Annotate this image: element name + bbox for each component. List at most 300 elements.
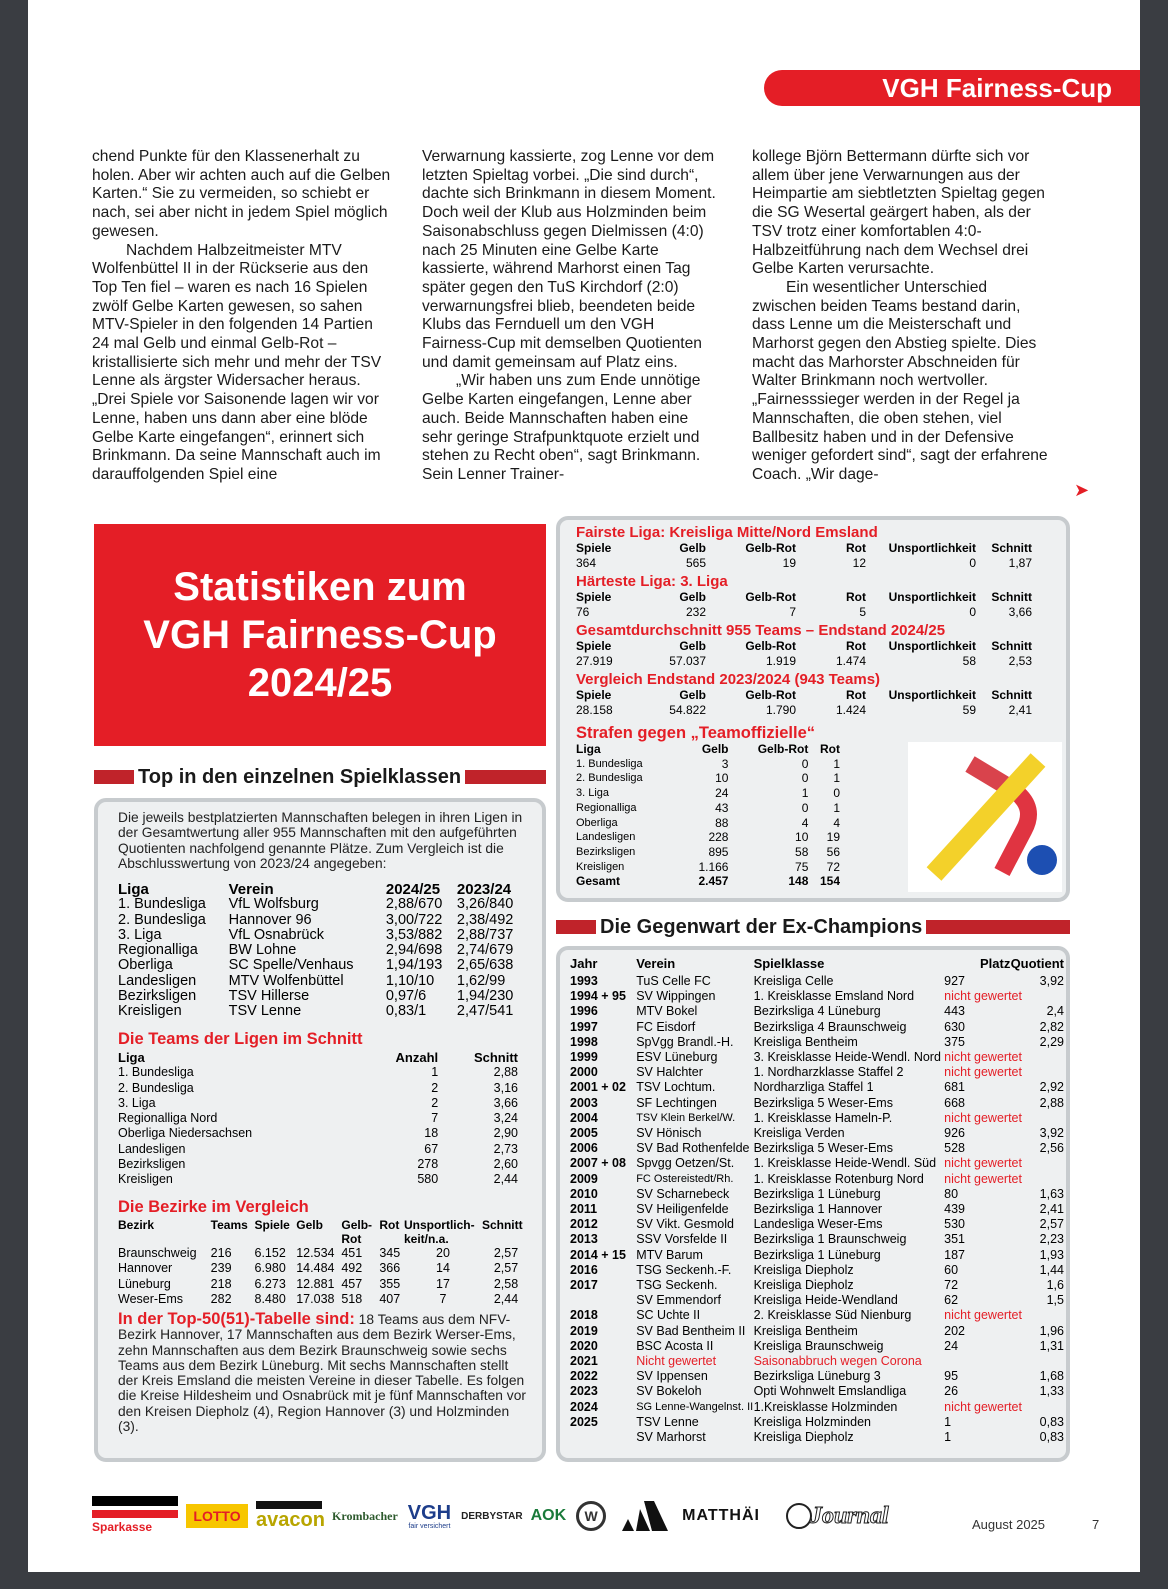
table-cell: SF Lechtingen (636, 1095, 717, 1110)
top50-label: In der Top-50(51)-Tabelle sind: (118, 1310, 355, 1328)
table-cell: 3,16 (493, 1080, 518, 1095)
table-cell: SG Lenne-Wangelnst. II (636, 1400, 754, 1413)
table-cell: Landesliga Weser-Ems (753, 1217, 883, 1232)
table-cell: 3,24 (493, 1111, 518, 1126)
top-table (118, 882, 528, 1020)
table-row (576, 654, 1032, 669)
table-cell (570, 1430, 636, 1445)
table-cell: 681 (944, 1080, 966, 1095)
table-cell: 7 (789, 604, 796, 619)
table-cell: 2,38/492 (456, 911, 514, 928)
table-cell: 17.038 (296, 1291, 335, 1306)
table-cell: 76 (576, 604, 590, 619)
table-cell: 232 (685, 604, 706, 619)
table-cell: MTV Bokel (636, 1004, 698, 1019)
table-cell: 2021 (570, 1354, 598, 1369)
fair-header: Gelb (679, 639, 706, 653)
table-cell: 1 (833, 771, 840, 786)
table-cell: 2018 (570, 1308, 598, 1323)
table-cell: 1.166 (698, 859, 729, 874)
table-cell: 2. Bundesliga (118, 911, 206, 928)
table-cell: 2,88/737 (456, 926, 514, 943)
top-section-heading (94, 766, 546, 788)
table-cell: 2,65/638 (456, 957, 514, 974)
table-cell: 80 (944, 1186, 959, 1201)
table-cell: 345 (379, 1246, 401, 1260)
table-cell: nicht gewertet (944, 1065, 1022, 1080)
table-row (570, 1111, 1064, 1126)
table-cell: Kreisliga Bentheim (753, 1323, 858, 1338)
table-cell: 1,87 (1008, 555, 1032, 570)
table-cell: 2 (431, 1080, 439, 1095)
strafen-header: Gelb-Rot (757, 742, 809, 756)
table-row (118, 1157, 518, 1172)
table-row (576, 801, 840, 816)
table-cell: 2004 (570, 1110, 598, 1125)
table-row (576, 556, 1032, 571)
table-cell: 451 (341, 1246, 363, 1260)
table-cell: 282 (210, 1291, 232, 1306)
table-cell: 4 (801, 815, 809, 830)
table-cell: 62 (944, 1293, 959, 1308)
table-row (570, 1050, 1064, 1065)
fair-block (576, 573, 1032, 619)
table-cell: TSG Seckenh. (636, 1278, 718, 1293)
table-cell: 1 (944, 1414, 952, 1429)
strafen-header: Gelb (701, 742, 729, 756)
table-cell: Bezirksligen (118, 1157, 186, 1172)
table-cell: 1999 (570, 1050, 598, 1065)
top-panel (94, 798, 546, 1462)
table-cell: 24 (715, 786, 729, 801)
ball-icon (786, 1503, 812, 1529)
table-cell: 1996 (570, 1004, 598, 1019)
table-cell: Kreisliga Diepholz (753, 1430, 854, 1445)
table-row-total (576, 874, 840, 889)
bezirke-subtitle: Die Bezirke im Vergleich (118, 1198, 309, 1216)
table-cell: 2017 (570, 1278, 598, 1293)
continue-arrow-icon: ➤ (1074, 480, 1090, 500)
table-row (570, 1141, 1064, 1156)
vw-logo-icon: W (576, 1501, 606, 1531)
table-cell: 351 (944, 1232, 966, 1247)
fair-header: Gelb-Rot (745, 590, 796, 604)
table-cell: 1994 + 95 (570, 989, 626, 1004)
table-cell: 2005 (570, 1126, 598, 1141)
bezirke-table-header: Spiele (254, 1218, 290, 1232)
table-cell: 0 (969, 555, 976, 570)
table-cell: Kreisliga Celle (753, 974, 834, 988)
table-cell: Bezirksliga 5 Weser-Ems (753, 1141, 893, 1156)
table-cell: 216 (210, 1246, 232, 1260)
table-row (570, 1384, 1064, 1399)
table-cell: 2,57 (493, 1261, 519, 1276)
vgh-logo: VGH fair versichert (407, 1501, 452, 1530)
fair-block (576, 524, 1032, 570)
table-cell: 1,10/10 (385, 972, 435, 989)
table-cell: 2 (431, 1095, 439, 1110)
table-cell: 43 (715, 800, 729, 815)
table-cell: 2019 (570, 1323, 598, 1338)
table-cell: nicht gewertet (944, 989, 1022, 1004)
table-row (570, 1187, 1064, 1202)
table-cell: 2. Bundesliga (118, 1080, 194, 1095)
table-row (570, 989, 1064, 1004)
table-cell: 58 (962, 653, 976, 668)
table-row (118, 1004, 528, 1019)
table-cell: 2,41 (1039, 1202, 1064, 1217)
table-cell: 2,82 (1039, 1019, 1064, 1034)
table-cell: 528 (944, 1141, 966, 1156)
table-cell: 518 (341, 1291, 363, 1306)
table-cell: 3. Liga (118, 926, 162, 943)
table-cell: Oberliga Niedersachsen (118, 1126, 253, 1141)
teams-subtitle: Die Teams der Ligen im Schnitt (118, 1030, 363, 1048)
fair-header: Rot (846, 590, 866, 604)
table-cell: 4 (833, 815, 840, 830)
top-table-header: Liga (118, 881, 149, 898)
table-cell: ESV Lüneburg (636, 1050, 718, 1065)
table-cell: 3,26/840 (456, 896, 514, 913)
table-cell: 2. Bundesliga (576, 772, 643, 785)
fair-header: Gelb-Rot (745, 688, 796, 702)
table-cell: 530 (944, 1217, 966, 1232)
table-cell: 2,92 (1039, 1080, 1064, 1095)
table-row (570, 1035, 1064, 1050)
table-row (576, 830, 840, 845)
table-cell: 239 (210, 1261, 232, 1276)
table-cell: 1 (801, 786, 809, 801)
table-cell: 8.480 (254, 1291, 286, 1306)
table-cell: 3,92 (1039, 974, 1064, 988)
top50-body: 18 Teams aus dem NFV-Bezirk Hannover, 17 Mannschaften aus dem Bezirk Werser-Ems, zehn Mannschaften aus dem Bezirk Braunschweig sowie sechs Teams aus dem Bezirk Lüneburg. Mit sechs Mannschaften stellt der Kreis Emsland die meisten Vereine in dieser Tabelle. Es folgen die Kreise Hildesheim und Osnabrück mit je fünf Mannschaften vor den Kreisen Diepholz (4), Region Hannover (3) und Holzminden (3). (118, 1312, 526, 1435)
table-cell: 0,83 (1039, 1414, 1064, 1429)
table-cell: 2,94/698 (385, 942, 443, 959)
table-cell: SC Spelle/Venhaus (228, 957, 354, 974)
table-cell (570, 1293, 636, 1308)
top-intro: Die jeweils bestplatzierten Mannschaften belegen in ihren Ligen in der Gesamtwertung aller 955 Mannschaften mit den aufgeführten Quotienten nachfolgend genannte Plätze. Zum Vergleich ist die Abschlusswertung von 2023/24 angegeben: (118, 810, 523, 871)
table-cell: SSV Vorsfelde II (636, 1232, 728, 1247)
table-cell: 60 (944, 1262, 959, 1277)
table-row (576, 786, 840, 801)
table-cell: 58 (795, 844, 809, 859)
table-cell: Saisonabbruch wegen Corona (753, 1354, 922, 1369)
heading-bar-left (556, 920, 596, 934)
fair-block-title: Gesamtdurchschnitt 955 Teams – Endstand 2024/25 (576, 622, 946, 639)
bezirke-table-header: Unsportlich-keit/n.a. (403, 1218, 475, 1246)
table-cell: 457 (341, 1276, 363, 1291)
table-cell: 3,66 (493, 1095, 518, 1110)
table-cell: 1. Kreisklasse Emsland Nord (753, 989, 915, 1004)
table-row (118, 928, 528, 943)
table-cell: Kreisliga Holzminden (753, 1414, 871, 1429)
top-section-title: Top in den einzelnen Spielklassen (138, 765, 462, 788)
table-cell: 927 (944, 974, 966, 988)
table-cell: 3. Liga (576, 787, 610, 800)
champions-header: Platz (980, 956, 1011, 971)
table-cell: 2006 (570, 1141, 598, 1156)
footer-date: August 2025 (972, 1517, 1046, 1532)
table-cell: VfL Wolfsburg (228, 896, 319, 913)
table-cell: 12 (852, 555, 866, 570)
table-cell: 2022 (570, 1369, 598, 1384)
table-row (570, 1339, 1064, 1354)
table-cell: MTV Barum (636, 1247, 703, 1262)
table-cell: SV Wippingen (636, 989, 716, 1004)
champions-header: Spielklasse (753, 956, 825, 971)
table-cell: 1 (833, 800, 840, 815)
table-cell: Lüneburg (118, 1276, 171, 1291)
table-cell: 580 (417, 1172, 439, 1187)
table-header-row (576, 590, 1032, 605)
table-cell: 28.158 (576, 702, 613, 717)
table-cell: Kreisligen (118, 1003, 182, 1020)
table-cell: 7 (439, 1291, 447, 1306)
table-row (570, 1278, 1064, 1293)
top50-text (118, 1312, 528, 1434)
table-cell: 1.474 (835, 653, 866, 668)
champions-heading (556, 916, 1070, 938)
table-cell: TSV Lenne (228, 1003, 302, 1020)
table-row (118, 1142, 518, 1157)
table-row (118, 1065, 518, 1080)
article-paragraph: Nachdem Halbzeitmeister MTV Wolfenbüttel II in der Rückserie aus den Top Ten fiel – waren es nach 16 Spielen zwölf Gelbe Karten gewesen, so sahen MTV-Spieler in den folgenden 14 Partien 24 mal Gelb und einmal Gelb-Rot – kristallisierte sich mehr und mehr der TSV Lenne als ärgster Widersacher heraus. „Drei Spiele vor Saisonende lagen wir vor Lenne, haben uns dann aber eine blöde Gelbe Karte eingefangen“, erinnert sich Brinkmann. Da seine Mannschaft auch im darauffolgenden Spiel eine (92, 241, 382, 483)
table-cell: 1 (833, 756, 840, 771)
table-row (570, 1126, 1064, 1141)
fair-block-table (576, 688, 1032, 717)
top-table-header: 2024/25 (385, 881, 441, 898)
table-cell: 0 (801, 771, 809, 786)
table-cell: 2,57 (493, 1246, 519, 1260)
article-paragraph: kollege Björn Bettermann dürfte sich vor allem über jene Verwarnungen aus der Heimpartie am siebtletzten Spieltag gegen die SG Wesertal geärgert haben, als der TSV trotz einer komfortablen 4:0-Halbzeitführung nach dem Wechsel drei Gelbe Karten verursachte. (752, 148, 1045, 278)
table-cell: Spvgg Oetzen/St. (636, 1156, 735, 1171)
table-cell: 2007 + 08 (570, 1156, 626, 1171)
fair-header: Gelb (679, 541, 706, 555)
table-cell: 154 (819, 874, 840, 889)
table-cell: 24 (944, 1338, 959, 1353)
table-cell: Bezirksliga 1 Lüneburg (753, 1186, 881, 1201)
strafen-header: Rot (820, 742, 840, 756)
champions-header: Quotient (1010, 956, 1064, 971)
table-cell: 2010 (570, 1186, 598, 1201)
table-cell: Gesamt (576, 874, 621, 889)
table-cell: Opti Wohnwelt Emslandliga (753, 1384, 907, 1399)
table-cell: 56 (826, 844, 840, 859)
table-row (118, 974, 528, 989)
table-cell: 2,88 (493, 1065, 518, 1080)
article-paragraph: chend Punkte für den Klassenerhalt zu holen. Aber wir achten auch auf die Gelben Karten.“ Sie zu vermeiden, so schiebt er nach, sei aber nicht in jedem Spiel möglich gewesen. (92, 148, 391, 240)
table-cell: 12.534 (296, 1246, 335, 1260)
table-cell: 2,56 (1039, 1141, 1064, 1156)
table-cell: 2014 + 15 (570, 1247, 626, 1262)
table-cell: TSV Hillerse (228, 988, 310, 1005)
table-cell: 1.424 (835, 702, 866, 717)
fair-header: Gelb-Rot (745, 541, 796, 555)
champions-panel (556, 946, 1070, 1462)
table-cell: 59 (962, 702, 976, 717)
table-row (118, 1261, 530, 1276)
table-row (118, 1246, 530, 1261)
table-cell: 1,44 (1039, 1262, 1064, 1277)
table-cell: 565 (685, 555, 706, 570)
table-cell: Kreisligen (576, 860, 625, 873)
table-cell: 3. Kreisklasse Heide-Wendl. Nord (753, 1050, 941, 1065)
table-cell: 7 (431, 1111, 439, 1126)
table-cell: 2,4 (1046, 1004, 1064, 1019)
table-cell: 2009 (570, 1171, 598, 1186)
table-cell: 54.822 (669, 702, 706, 717)
journal-logo: Journal (786, 1503, 889, 1530)
table-row (570, 1430, 1064, 1445)
teams-table (118, 1050, 518, 1188)
table-cell: 95 (944, 1369, 959, 1384)
table-cell: SV Ippensen (636, 1369, 708, 1384)
table-row (570, 1400, 1064, 1415)
table-cell: 88 (715, 815, 729, 830)
table-cell: 2025 (570, 1414, 598, 1429)
table-cell: TSV Lochtum. (636, 1080, 716, 1095)
bezirke-table-header: Rot (379, 1218, 400, 1232)
table-cell: 3,00/722 (385, 911, 443, 928)
table-row (576, 845, 840, 860)
fair-header: Rot (846, 639, 866, 653)
table-cell: 72 (944, 1278, 959, 1293)
fair-block-title: Fairste Liga: Kreisliga Mitte/Nord Emsland (576, 524, 878, 541)
table-cell: Kreisliga Diepholz (753, 1278, 854, 1293)
table-row (570, 1020, 1064, 1035)
table-cell: 3. Liga (118, 1095, 156, 1110)
table-cell: VfL Osnabrück (228, 926, 324, 943)
table-row (118, 1096, 518, 1111)
table-cell: 1993 (570, 974, 598, 988)
fair-header: Schnitt (991, 541, 1032, 555)
table-cell: 17 (436, 1276, 450, 1291)
table-header-row (576, 639, 1032, 654)
table-cell: 1. Kreisklasse Heide-Wendl. Süd (753, 1156, 937, 1171)
table-row (570, 1156, 1064, 1171)
table-cell: SpVgg Brandl.-H. (636, 1034, 734, 1049)
table-cell: 443 (944, 1004, 966, 1019)
table-cell: 27.919 (576, 653, 613, 668)
table-cell: 0 (801, 800, 809, 815)
strafen-title: Strafen gegen „Teamoffizielle“ (576, 724, 815, 742)
table-cell: 218 (210, 1276, 232, 1291)
table-cell: 1,68 (1039, 1369, 1064, 1384)
table-cell: 1997 (570, 1019, 598, 1034)
table-cell: Kreisliga Bentheim (753, 1034, 858, 1049)
table-cell: 202 (944, 1323, 966, 1338)
fairness-logo-icon (908, 742, 1062, 892)
table-cell: 228 (708, 830, 729, 845)
table-row (118, 1277, 530, 1292)
table-row (118, 989, 528, 1004)
table-cell: 895 (708, 844, 729, 859)
heading-bar-left (94, 770, 134, 784)
table-cell: 2016 (570, 1262, 598, 1277)
fair-header: Spiele (576, 639, 612, 653)
fair-block-title: Härteste Liga: 3. Liga (576, 573, 728, 590)
table-cell: 1,33 (1039, 1384, 1064, 1399)
statistics-title-box (94, 524, 546, 746)
table-cell: Landesligen (118, 972, 197, 989)
table-row (570, 1248, 1064, 1263)
fair-header: Unsportlichkeit (888, 688, 976, 702)
table-cell: 57.037 (669, 653, 706, 668)
table-cell: 20 (436, 1246, 450, 1260)
table-cell: Nicht gewertet (636, 1354, 717, 1369)
table-cell: Nordharzliga Staffel 1 (753, 1080, 874, 1095)
table-cell: 1,31 (1039, 1338, 1064, 1353)
aok-logo: AOK (530, 1507, 567, 1524)
table-cell: 2.457 (698, 874, 729, 889)
table-cell: 19 (782, 555, 796, 570)
champions-header: Verein (636, 956, 676, 971)
table-cell: 2,29 (1039, 1034, 1064, 1049)
table-row (576, 816, 840, 831)
table-cell: 1.Kreisklasse Holzminden (753, 1399, 898, 1414)
fair-header: Spiele (576, 541, 612, 555)
table-cell: nicht gewertet (944, 1110, 1022, 1125)
heading-bar-right (926, 920, 1070, 934)
bezirke-table-header: Teams (210, 1218, 248, 1232)
table-cell: 5 (859, 604, 866, 619)
table-cell: 2020 (570, 1338, 598, 1353)
table-cell: 26 (944, 1384, 959, 1399)
table-cell: 1,93 (1039, 1247, 1064, 1262)
table-cell: 3 (721, 756, 729, 771)
table-cell: Landesligen (118, 1141, 186, 1156)
table-cell: Hannover 96 (228, 911, 312, 928)
table-cell: 0,83 (1039, 1430, 1064, 1445)
table-cell: 1,5 (1046, 1293, 1064, 1308)
table-cell: 1 (431, 1065, 439, 1080)
table-row (576, 860, 840, 875)
table-cell: Bezirksliga Lüneburg 3 (753, 1369, 881, 1384)
table-row (570, 1202, 1064, 1217)
table-cell: 2,57 (1039, 1217, 1064, 1232)
table-row (118, 897, 528, 912)
article-paragraph: Verwarnung kassierte, zog Lenne vor dem letzten Spieltag vorbei. „Die sind durch“, dachte sich Brinkmann in diesem Moment. Doch weil der Klub aus Holzminden beim Saisonabschluss gegen Dielmissen (4:0) nach 25 Minuten eine Gelbe Karte kassierte, während Marhorst einen Tag später gegen den TuS Kirchdorf (2:0) verwarnungsfrei blieb, beendeten beide Klubs das Fernduell um den VGH Fairness-Cup mit demselben Quotienten und damit gemeinsam auf Platz eins. (422, 148, 716, 371)
table-cell: 492 (341, 1261, 363, 1276)
fair-header: Gelb (679, 688, 706, 702)
table-cell: 2001 + 02 (570, 1080, 626, 1095)
table-row (570, 1308, 1064, 1323)
magazine-page (28, 0, 1140, 1572)
table-cell: 366 (379, 1261, 401, 1276)
champions-header: Jahr (570, 956, 598, 971)
table-cell: Bezirksliga 1 Braunschweig (753, 1232, 907, 1247)
table-cell: Bezirksligen (576, 845, 636, 858)
table-row (118, 913, 528, 928)
table-cell: SV Heiligenfelde (636, 1202, 729, 1217)
table-cell: 407 (379, 1291, 401, 1306)
krombacher-logo: Krombacher (332, 1508, 398, 1523)
fair-header: Gelb-Rot (745, 639, 796, 653)
table-cell: SC Uchte II (636, 1308, 701, 1323)
table-row (570, 1080, 1064, 1095)
article-column-1 (92, 148, 392, 485)
table-cell: 926 (944, 1126, 966, 1141)
table-header-row (576, 688, 1032, 703)
bezirke-table (118, 1218, 530, 1307)
table-cell: 72 (826, 859, 840, 874)
table-row (570, 1263, 1064, 1278)
table-cell: 1.790 (765, 702, 796, 717)
table-cell: FC Eisdorf (636, 1019, 696, 1034)
table-row (576, 771, 840, 786)
section-banner: VGH Fairness-Cup (764, 70, 1140, 106)
table-row (570, 1293, 1064, 1308)
